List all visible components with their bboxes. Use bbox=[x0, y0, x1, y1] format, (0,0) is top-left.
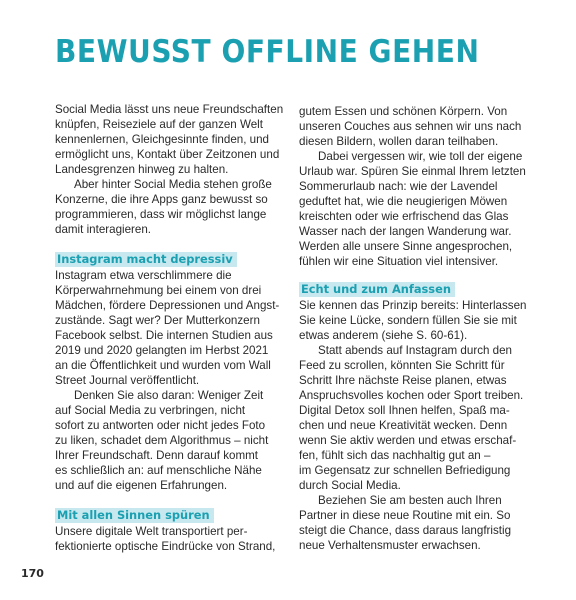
text-line: Werden alle unsere Sinne angesprochen, bbox=[299, 240, 513, 253]
text-line: fühlen wir eine Situation viel intensiver. bbox=[299, 255, 499, 268]
text-line: programmieren, dass wir möglichst lange bbox=[55, 208, 267, 221]
text-line: und auf die eigenen Erfahrungen. bbox=[55, 479, 228, 492]
text-line: Denken Sie also daran: Weniger Zeit bbox=[74, 389, 264, 402]
section-heading-instagram: Instagram macht depressiv bbox=[55, 252, 237, 267]
text-line: Street Journal veröffentlicht. bbox=[55, 374, 200, 387]
text-line: Partner in diese neue Routine mit ein. So bbox=[299, 509, 511, 522]
text-line: Urlaub war. Spüren Sie einmal Ihrem letzten bbox=[299, 165, 526, 178]
text-line: kreischten oder wie erfrischend das Glas bbox=[299, 210, 509, 223]
text-line: sofort zu antworten oder nicht jedes Foto bbox=[55, 419, 266, 432]
text-line: fen, fühlt sich das nachhaltig gut an – bbox=[299, 449, 491, 462]
section-2-paragraph bbox=[55, 524, 277, 554]
text-line: zustände. Sagt wer? Der Mutterkonzern bbox=[55, 314, 260, 327]
text-line: durch Social Media. bbox=[299, 479, 401, 492]
text-line: Körperwahrnehmung bei einem von drei bbox=[55, 284, 262, 297]
text-line: Sommerurlaub nach: wie der Lavendel bbox=[299, 180, 498, 193]
text-line: Mädchen, fördere Depressionen und Angst- bbox=[55, 299, 280, 312]
text-line: zu liken, schadet dem Algorithmus – nicht bbox=[55, 434, 269, 447]
text-line: Feed zu scrollen, könnten Sie Schritt für bbox=[299, 359, 505, 372]
text-line: im Gegensatz zur schnellen Befriedigung bbox=[299, 464, 511, 477]
text-line: Wasser nach der langen Wanderung war. bbox=[299, 225, 512, 238]
section-heading-sinne: Mit allen Sinnen spüren bbox=[55, 508, 214, 523]
text-line: Statt abends auf Instagram durch den bbox=[318, 344, 512, 357]
text-line: neue Verhaltensmuster erwachsen. bbox=[299, 539, 481, 552]
text-line: kennenlernen, Gleichgesinnte finden, und bbox=[55, 133, 269, 146]
text-line: diesen Bildern, wollen daran teilhaben. bbox=[299, 135, 499, 148]
text-line: Unsere digitale Welt transportiert per- bbox=[55, 525, 248, 538]
right-column bbox=[299, 104, 527, 553]
section-1-paragraph-2 bbox=[55, 388, 277, 493]
text-line: Dabei vergessen wir, wie toll der eigene bbox=[318, 150, 523, 163]
page-number: 170 bbox=[21, 567, 44, 580]
text-line: Anspruchsvolles kochen oder Sport treiben. bbox=[299, 389, 524, 402]
text-line: Ihrer Freundschaft. Denn darauf kommt bbox=[55, 449, 258, 462]
text-line: Landesgrenzen hinweg zu halten. bbox=[55, 163, 229, 176]
text-line: fektionierte optische Eindrücke von Strand, bbox=[55, 540, 276, 553]
text-line: steigt die Chance, dass daraus langfristig bbox=[299, 524, 512, 537]
section-heading-echt: Echt und zum Anfassen bbox=[299, 282, 455, 297]
text-line: Sie kennen das Prinzip bereits: Hinterlassen bbox=[299, 299, 527, 312]
text-line: Beziehen Sie am besten auch Ihren bbox=[318, 494, 502, 507]
text-line: knüpfen, Reiseziele auf der ganzen Welt bbox=[55, 118, 263, 131]
section-3-paragraph bbox=[299, 298, 527, 343]
intro-paragraph-2 bbox=[55, 177, 277, 237]
text-line: wenn Sie aktiv werden und etwas erschaf- bbox=[299, 434, 517, 447]
section-3-paragraph-2 bbox=[299, 343, 523, 493]
text-line: Facebook selbst. Die internen Studien aus bbox=[55, 329, 273, 342]
text-line: 2019 und 2020 gelangten im Herbst 2021 bbox=[55, 344, 269, 357]
text-line: Instagram etwa verschlimmere die bbox=[55, 269, 232, 282]
text-line: Sie keine Lücke, sondern füllen Sie sie mit bbox=[299, 314, 517, 327]
text-line: Digital Detox soll Ihnen helfen, Spaß ma- bbox=[299, 404, 510, 417]
text-line: etwas anderem (siehe S. 60-61). bbox=[299, 329, 468, 342]
text-line: es schließlich an: auf menschliche Nähe bbox=[55, 464, 262, 477]
text-line: an die Öffentlichkeit und wurden vom Wall bbox=[55, 359, 271, 372]
text-line: gutem Essen und schönen Körpern. Von bbox=[299, 105, 508, 118]
section-1-paragraph bbox=[55, 268, 280, 388]
continued-paragraph-2 bbox=[299, 149, 526, 269]
section-3-paragraph-3 bbox=[299, 493, 523, 553]
text-line: unseren Couches aus sehnen wir uns nach bbox=[299, 120, 522, 133]
text-line: ermöglicht uns, Kontakt über Zeitzonen und bbox=[55, 148, 280, 161]
text-line: Konzerne, die ihre Apps ganz bewusst so bbox=[55, 193, 268, 206]
text-line: Schritt Ihre nächste Reise planen, etwas bbox=[299, 374, 507, 387]
intro-paragraph bbox=[55, 102, 284, 177]
text-line: damit interagieren. bbox=[55, 223, 152, 236]
text-line: auf Social Media zu verbringen, nicht bbox=[55, 404, 246, 417]
text-line: geduftet hat, wie die neugierigen Möwen bbox=[299, 195, 508, 208]
text-line: Aber hinter Social Media stehen große bbox=[74, 178, 272, 191]
continued-paragraph bbox=[299, 104, 523, 149]
text-line: Social Media lässt uns neue Freundschaften bbox=[55, 103, 284, 116]
text-line: chen und neue Kreativität wecken. Denn bbox=[299, 419, 508, 432]
page-title: BEWUSST OFFLINE GEHEN bbox=[55, 34, 480, 70]
left-column bbox=[55, 102, 284, 554]
